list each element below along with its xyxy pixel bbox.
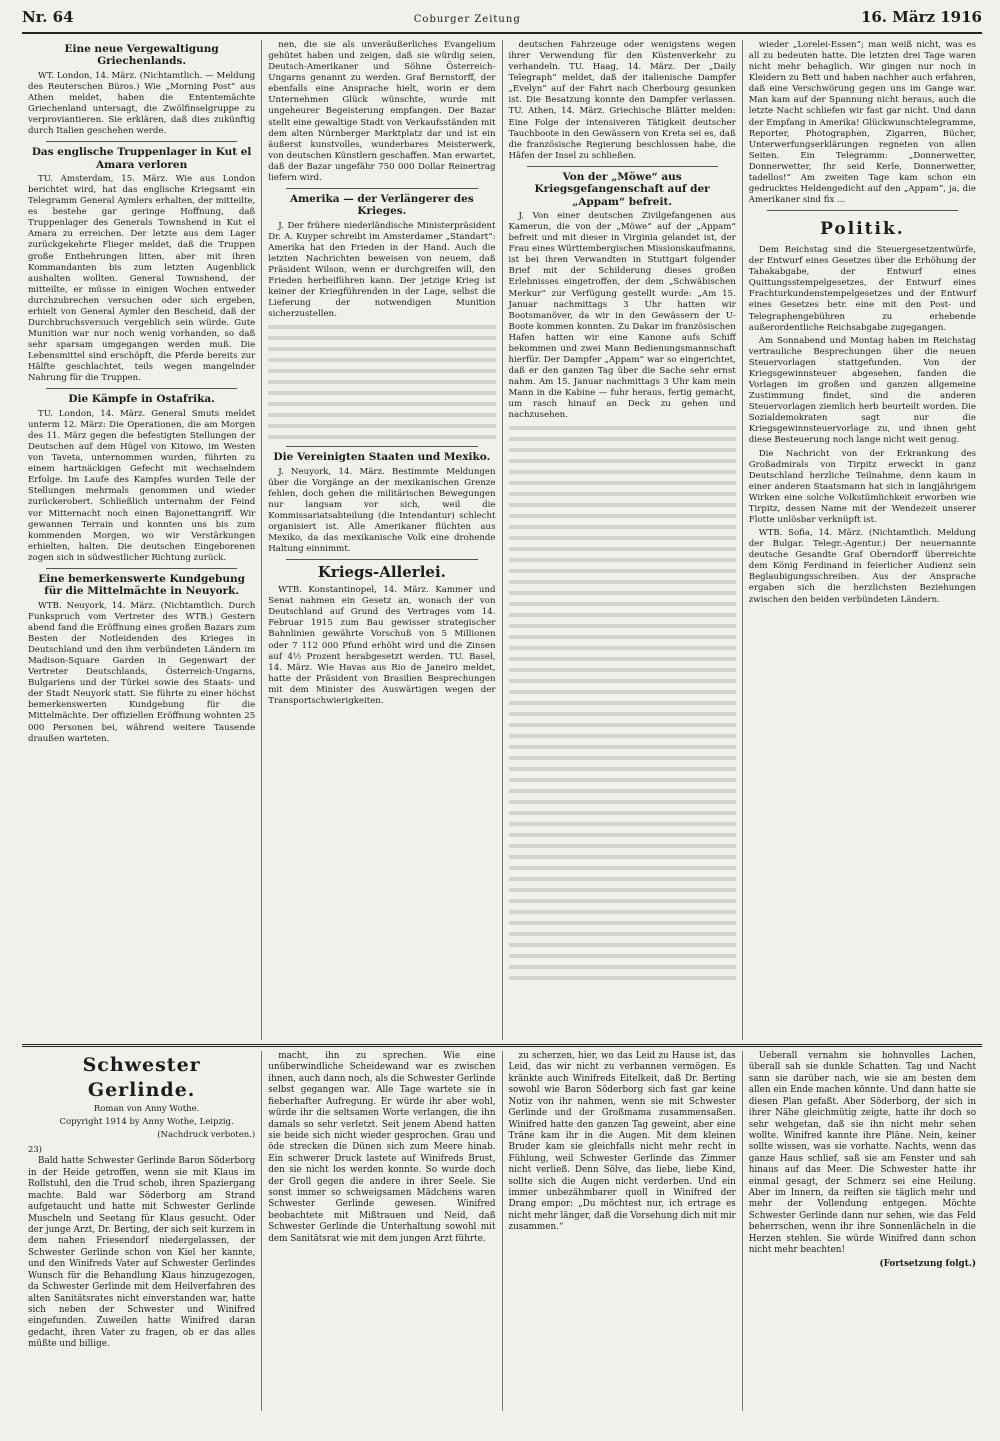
serial-text-1: Bald hatte Schwester Gerlinde Baron Söderborg in der Heide getroffen, wenn sie mit Klaus im Rollstuhl, den die Trud schob, ihren Spaziergang machte. Bald war Söderborg am Strand aufgetaucht und hatte mit Schwester Gerlinde Muscheln und Seetang für Klaus gesucht. Oder der junge Arzt, Dr. Berting, der sich seit kurzem in dem nahen Friesendorf niedergelassen, der Schwester Gerlinde schon von Kiel her kannte, und den Winifreds Vater auf Schwester Gerlindes Wunsch für die Behandlung Klaus hinzugezogen, da Schwester Gerlinde mit dem Heilverfahren des alten Sanitätsrates nicht einverstanden war, hatte sich neben der Schwester und Winifred eingefunden. Zuweilen hatte Winifred daran gedacht, ihren Vater zu fragen, ob er das alles müßte und billige. [28, 1156, 256, 1350]
headline-vereinigte-staaten: Die Vereinigten Staaten und Mexiko. [273, 451, 491, 464]
article-kundgebung: WTB. Neuyork, 14. März. (Nichtamtlich. Durch Funkspruch vom Vertreter des WTB.) Gestern abend fand die Eröffnung eines großen Bazars zum Besten der Notleidenden des Krieges in Deutschland und den ihm verbündeten Ländern im Madison-Square Garden in Gegenwart der Vertreter Deutschlands, Österreich-Ungarns, Bulgariens und der Türkei sowie des Staats- und der Stadt Neuyork statt. Sie führte zu einer höchst bemerkenswerten Kundgebung für die Mittelmächte. Der offiziellen Eröffnung wohnten 25 000 Personen bei, während weitere Tausende draußen warteten. [28, 600, 256, 744]
headline-ostafrika: Die Kämpfe in Ostafrika. [68, 393, 215, 406]
serial-copyright: Copyright 1914 by Anny Wothe, Leipzig. [59, 1117, 234, 1128]
news-section [22, 40, 982, 1040]
serial-column-1 [22, 1051, 262, 1411]
divider [527, 166, 718, 167]
masthead [22, 8, 982, 34]
news-column-3 [503, 40, 743, 1040]
article-schiffe: deutschen Fahrzeuge oder wenigstens wegen ihrer Verwendung für den Küstenverkehr zu verhandeln. TU. Haag, 14. März. Der „Daily Telegraph“ meldet, daß der italienische Dampfer „Evelyn“ auf der Fahrt nach Cherbourg gesunken ist. Die Besatzung konnte den Dampfer verlassen. TU. Athen, 14. März. Griechische Blätter melden: Eine Folge der intensiveren Tätigkeit deutscher Tauchboote in den Gewässern von Kreta sei es, daß die französische Regierung beschlossen habe, die Häfen der Insel zu schließen. [508, 40, 736, 161]
divider [286, 446, 477, 447]
article-kut-el-amara: TU. Amsterdam, 15. März. Wie aus London berichtet wird, hat das englische Kriegsamt ein Telegramm General Aymlers erhalten, der mitteilte, es bestehe gar geringe Hoffnung, daß Truppenlager des Generals Townshend in Kut el Amara zu erreichen. Der letzte aus dem Lager zurückgekehrte Flieger meldet, daß die Truppen große Entbehrungen litten, aber mit ihren Kommandanten bis zum letzten Augenblick aushalten wollten. General Townshend, der mitteilte, er müsse in einigen Wochen entweder durchzubrechen versuchen oder sich ergeben, erhielt von General Aymler den Bescheid, daß der Durchbruchsversuch vergeblich sein würde. Gute Munition war nur noch wenig vorhanden, so daß sehr sparsam umgegangen werden muß. Die Lebensmittel sind erschöpft, die Pferde bereits zur Hälfte geschlachtet, teils wegen mangelnder Nahrung für die Truppen. [28, 173, 256, 384]
serial-text-4: Ueberall vernahm sie hohnvolles Lachen, überall sah sie dunkle Schatten. Tag und Nacht sann sie darüber nach, wie sie am besten dem allen ein Ende machen könnte. Und dann hatte sie diesen Plan gefaßt. Aber Söderborg, der sich in ihrer Nähe gleichmütig zeigte, hatte ihr doch so sehr wehgetan, daß sie ihn nicht mehr sehen wollte. Winifred kannte ihre Pläne. Nein, keiner sollte wissen, was sie vorhatte. Nachts, wenn das ganze Haus schlief, saß sie am Fenster und sah hinaus auf das Meer. Die Schwester hatte ihr einmal gesagt, der Schmerz sei eine Heilung. Aber im Innern, da reiften sie täglich mehr und mehr der Vollendung entgegen. Möchte Schwester Gerlinde dann nur sehen, wie das Feld beherrschen, wenn ihr ihre Sonnenlächeln in die Herzen stehlen. Sie würde Winifred dann schon nicht mehr beachten! [748, 1051, 976, 1256]
article-vereinigte-staaten: J. Neuyork, 14. März. Bestimmte Meldungen über die Vorgänge an der mexikanischen Grenze fehlen, doch gehen die militärischen Bewegungen nur langsam vor sich, weil die Kommissariatsabteilung (die Intendantur) schlecht organisiert ist. Alle Amerikaner flüchten aus Mexiko, da das mexikanische Volk eine drohende Haltung einnimmt. [268, 466, 496, 555]
article-kriegs-allerlei: WTB. Konstantinopel, 14. März. Kammer und Senat nahmen ein Gesetz an, wonach der von Deutschland auf Grund des Vertrages vom 14. Februar 1915 zum Bau gewisser strategischer Bahnlinien gewährte Vorschuß von 5 Millionen oder 7 112 000 Pfund erhöht wird und die Zinsen auf 4½ Prozent herabgesetzt werden. TU. Basel, 14. März. Wie Havas aus Rio de Janeiro meldet, hatte der Präsident von Brasilien Besprechungen mit dem Minister des Auswärtigen wegen der Transportschwierigkeiten. [268, 585, 496, 706]
serial-column-4 [743, 1051, 982, 1411]
headline-griechenland: Eine neue Vergewaltigung Griechenlands. [64, 43, 219, 68]
serial-text-2: macht, ihn zu sprechen. Wie eine unüberwindliche Scheidewand war es zwischen ihnen, auch dann noch, als die Schwester Gerlinde selbst gegangen war. Alle Tage wartete sie in fieberhafter Aufregung. Er würde ihr aber wohl, würde ihr die seltsamen Worte verlangen, die ihn damals so sehr verletzt. Seit jenem Abend hatten sie beide sich nicht wieder gesprochen. Grau und öde strecken die Dünen sich zum Meere hinab. Ein schwerer Druck lastete auf Winifreds Brust, den sie nicht los werden konnte. So wurde doch der Groll gegen die andere in ihrer Seele. Sie sonst immer so schweigsamen Mädchens waren Schwester Gerlinde gewesen. Winifred beobachtete mit Mißtrauen und Neid, daß Schwester Gerlinde die Unterhaltung sowohl mit dem Sanitätsrat wie mit dem jungen Arzt führte. [268, 1051, 496, 1244]
divider [46, 568, 237, 569]
headline-kriegs-allerlei: Kriegs-Allerlei. [317, 563, 446, 582]
divider [767, 210, 958, 211]
issue-date: 16. März 1916 [860, 8, 982, 26]
serial-fortsetzung: (Fortsetzung folgt.) [879, 1258, 976, 1269]
news-column-2 [262, 40, 502, 1040]
article-loreley-continued: wieder „Lorelei-Essen“; man weiß nicht, was es all zu bedeuten hatte. Die letzten drei Tage waren nicht mehr behaglich. Wir gingen nur noch in Kleidern zu Bett und haben nachher auch erfahren, daß eine Verschwörung gegen uns im Gange war. Man kam auf der Spannung nicht heraus, auch die letzte Nacht schliefen wir fast gar nicht. Und dann der Empfang in Amerika! Glückwunschtelegramme, Reporter, Photographen, Zigarren, Bücher, Unterwerfungserklärungen regneten von allen Seiten. Ein Telegramm: „Donnerwetter, Donnerwetter, Ihr seid Kerle, Donnerwetter, tadellos!“ Am zweiten Tage kam schon ein gedrucktes Heldengedicht auf den „Appam“, ja, die Amerikaner sind fix ... [748, 40, 976, 206]
issue-number: Nr. 64 [22, 8, 74, 26]
headline-kundgebung: Eine bemerkenswerte Kundgebung für die Mittelmächte in Neuyork. [38, 572, 245, 598]
headline-amerika: Amerika — der Verlängerer des Krieges. [290, 193, 474, 218]
news-column-4 [743, 40, 982, 1040]
serial-chapter: 23) [28, 1143, 42, 1154]
news-column-1 [22, 40, 262, 1040]
serial-section [22, 1051, 982, 1411]
serial-author: Roman von Anny Wothe. [93, 1104, 200, 1115]
headline-kut-el-amara: Das englische Truppenlager in Kut el Amara verloren [31, 146, 252, 171]
divider [286, 559, 477, 560]
article-politik-1: Dem Reichstag sind die Steuergesetzentwürfe, der Entwurf eines Gesetzes über die Erhöhung der Tabakabgabe, der Entwurf eines Quittungsstempelgesetzes, der Entwurf eines Frachturkundenstempelgesetzes und der Entwurf eines Gesetzes betr. eine mit den Post- und Telegraphengebühren zu erhebende außerordentliche Reichsabgabe zugegangen. [748, 245, 976, 333]
article-moewe: J. Von einer deutschen Zivilgefangenen aus Kamerun, die von der „Möwe“ auf der „Appam“ befreit und mit dieser in Virginia gelandet ist, der Frau eines Württembergischen Missionskaufmanns, ist bei ihren Verwandten in Stuttgart folgender Brief mit der Schilderung dieses großen Erlebnisses eingetroffen, der dem „Schwäbischen Merkur“ zur Verfügung gestellt wurde: „Am 15. Januar nachmittags 3 Uhr hatten wir Bootsmanöver, da wir in den Gewässern der U-Boote kommen konnten. Zu Dakar im französischen Hafen hatten wir eine Kanone aufs Schiff bekommen und zwei Mann Bedienungsmannschaft hierfür. Der Dampfer „Appam“ war so eingerichtet, daß er den ganzen Tag über die Sache sehr ernst nahm. Am 15. Januar nachmittags 3 Uhr kam mein Mann in die Kabine — fuhr heraus, fertig gemacht, um rasch hinauf an Deck zu gehen und nachzusehen. [508, 210, 736, 421]
serial-column-2 [262, 1051, 502, 1411]
serial-column-3 [503, 1051, 743, 1411]
headline-politik: Politik. [820, 219, 905, 240]
headline-moewe: Von der „Möwe“ aus Kriegsgefangenschaft auf der „Appam“ befreit. [534, 170, 710, 208]
article-amerika: J. Der frühere niederländische Ministerpräsident Dr. A. Kuyper schreibt im Amsterdamer „Standart“: Amerika hat den Frieden in der Hand. Auch die letzten Nachrichten beweisen von neuem, daß Präsident Wilson, wenn er durchgreifen will, den Frieden herbeiführen kann. Der jetzige Krieg ist keiner der Kriegführenden in der Lage, selbst die Lieferung der notwendigen Munition sicherzustellen. [268, 220, 496, 320]
divider [46, 141, 237, 142]
article-politik-3: Die Nachricht von der Erkrankung des Großadmirals von Tirpitz erweckt in ganz Deutschland herzliche Teilnahme, denn kaum in einer anderen Staatsmann hat sich in langjährigem Wirken eine solche Volkstümlichkeit erworben wie Tirpitz, dessen Name mit der Wendezeit unserer Flotte unlösbar verknüpft ist. [748, 448, 976, 525]
section-divider [22, 1044, 982, 1047]
article-politik-4: WTB. Sofia, 14. März. (Nichtamtlich. Meldung der Bulgar. Telegr.-Agentur.) Der neuernannte deutsche Gesandte Graf Oberndorff überreichte dem König Ferdinand in feierlicher Audienz sein Beglaubigungsschreiben. Aus der Ansprache ergaben sich die herzlichsten Beziehungen zwischen den beiden verbündeten Ländern. [748, 528, 976, 605]
text-block [509, 423, 736, 983]
divider [46, 388, 237, 389]
divider [286, 188, 477, 189]
serial-nachdruck: (Nachdruck verboten.) [157, 1130, 256, 1141]
serial-text-3: zu scherzen, hier, wo das Leid zu Hause ist, das Leid, das wir nicht zu verbannen vermögen. Es kränkte auch Winifreds Eitelkeit, daß Dr. Berting sowohl wie Baron Söderborg sich fast gar keine Notiz von ihr nahmen, wenn sie mit Schwester Gerlinde und der Großmama zusammensaßen. Winifred hatte den ganzen Tag geweint, aber eine Träne kam ihr in die Augen. Mit dem kleinen Bruder kam sie gleichfalls nicht mehr recht in Fühlung, weil Schwester Gerlinde das Zimmer nicht verließ. Denn Sölve, das liebe, liebe Kind, sollte sich die Augen nicht verderben. Und ein immer unbezähmbarer quoll in Winifred der Drang empor: „Du möchtest nur, ich ertrage es nicht mehr länger, daß die Vorsehung dich mit mir zusammen.“ [508, 1051, 736, 1233]
serial-title: Schwester Gerlinde. [82, 1054, 201, 1101]
article-griechenland: WT. London, 14. März. (Nichtamtlich. — Meldung des Reuterschen Büros.) Wie „Morning Post“ aus Athen meldet, haben die Ententemächte Griechenland untersagt, die Zwölfinselgruppe zu verproviantieren. Sie erklären, daß dies zukünftig durch Italien geschehen werde. [28, 70, 256, 137]
newspaper-name: Coburger Zeitung [413, 14, 521, 25]
article-bazar-continued: nen, die sie als unveräußerliches Evangelium gehütet haben und zeigen, daß sie würdig seien, Deutsch-Amerikaner und Söhne Österreich-Ungarns genannt zu werden. Graf Bernstorff, der ebenfalls eine Ansprache hielt, worin er dem Unternehmen Glück wünschte, wurde mit ungeheurer Begeisterung empfangen. Der Bazar stellt eine gewaltige Stadt von Verkaufsständen mit dem alten Nürnberger Marktplatz dar und ist ein äußerst kunstvolles, wunderbares Meisterwerk, von deutschen Künstlern geschaffen. Man erwartet, daß der Bazar ungefähr 750 000 Dollar Reinertrag liefern wird. [268, 40, 496, 183]
article-politik-2: Am Sonnabend und Montag haben im Reichstag vertrauliche Besprechungen über die neuen Steuervorlagen stattgefunden. Von der Kriegsgewinnsteuer abgesehen, fanden die Vorlagen im großen und ganzen allgemeine Zustimmung findet, sind die anderen Steuervorlagen ziemlich herb beurteilt worden. Die Sozialdemokraten sagt nur die Kriegsgewinnsteuervorlage zu, und ihnen geht diese Besteuerung noch lange nicht weit genug. [748, 335, 976, 446]
text-block [268, 322, 495, 442]
article-ostafrika: TU. London, 14. März. General Smuts meldet unterm 12. März: Die Operationen, die am Morgen des 11. März gegen die befestigten Stellungen der Deutschen auf dem Hügel von Kitowo, im Westen von Taveta, unternommen wurden, führten zu einem hartnäckigen Gefecht mit wechselndem Erfolge. Im Laufe des Kampfes wurden Teile der Stellungen mehrmals genommen und wieder zurückerobert. Schließlich unternahm der Feind vor Mitternacht noch einen Bajonettangriff. Wir gewannen Terrain und konnten uns bis zum kommenden Morgen, wo wir Verstärkungen erhielten, halten. Die deutschen Eingeborenen zogen sich in südwestlicher Richtung zurück. [28, 408, 256, 563]
